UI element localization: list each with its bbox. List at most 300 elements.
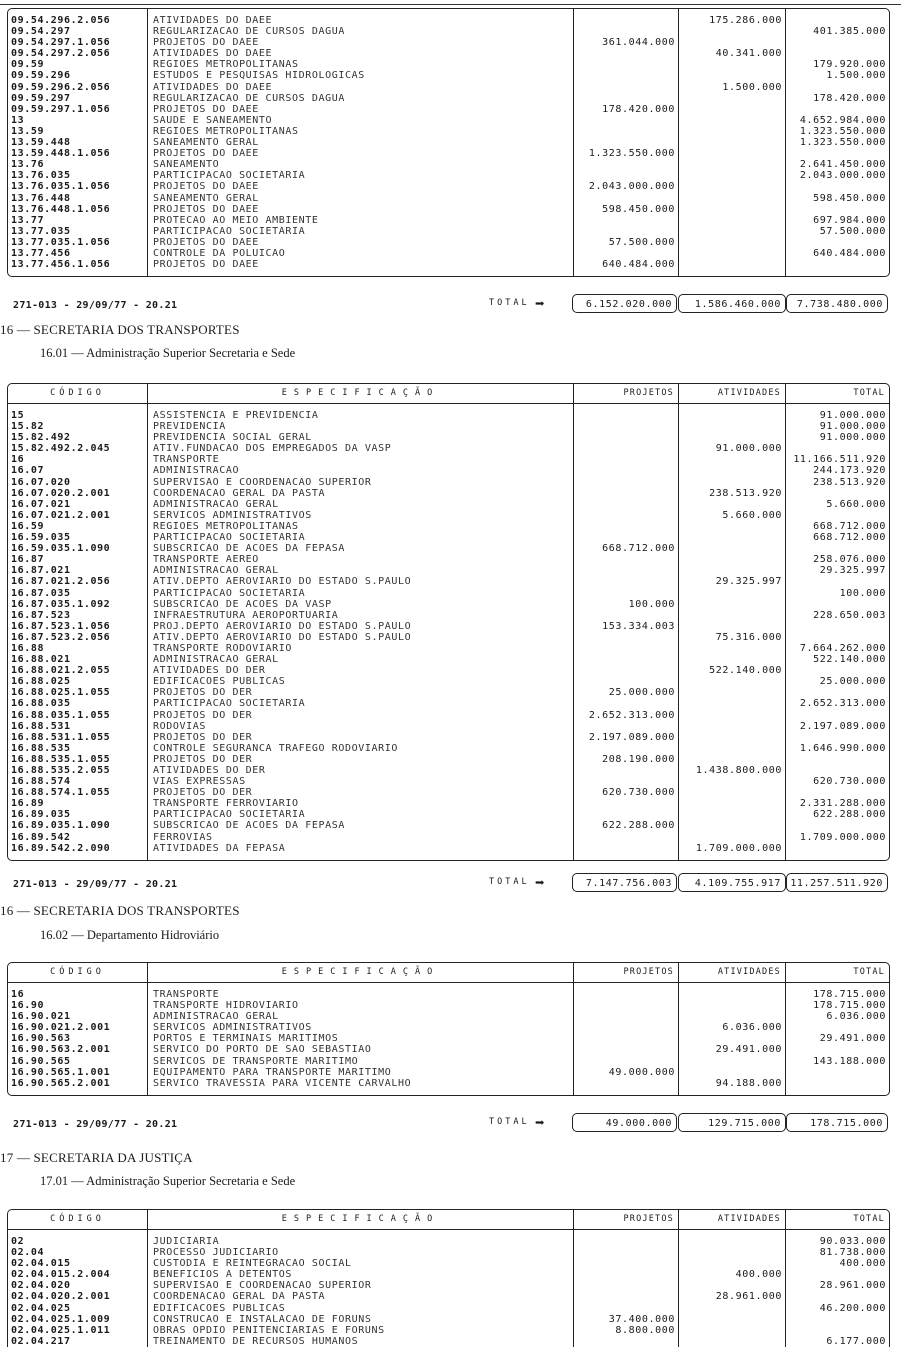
total-cell: 178.715.000 bbox=[813, 989, 886, 1000]
specification-cell: FERROVIAS bbox=[148, 832, 574, 843]
atividades-cell bbox=[679, 454, 786, 465]
specification-cell: PARTICIPACAO SOCIETARIA bbox=[148, 588, 574, 599]
header-total: TOTAL bbox=[786, 384, 889, 404]
atividades-cell bbox=[679, 588, 786, 599]
projetos-cell: 57.500.000 bbox=[574, 237, 679, 248]
table-row bbox=[8, 465, 889, 476]
atividades-cell bbox=[679, 432, 786, 443]
projetos-cell bbox=[574, 510, 679, 521]
code-cell: 16.89.542.2.090 bbox=[8, 843, 148, 854]
atividades-cell: 28.961.000 bbox=[679, 1291, 786, 1302]
total-cell bbox=[786, 1314, 889, 1325]
arrow-right-icon: ➡ bbox=[535, 294, 545, 313]
specification-cell: PARTICIPACAO SOCIETARIA bbox=[148, 226, 574, 237]
table-row bbox=[8, 1078, 889, 1089]
table-header-row bbox=[8, 384, 889, 404]
specification-cell: PROJETOS DO DAEE bbox=[148, 37, 574, 48]
table-row bbox=[8, 248, 889, 259]
specification-cell: OBRAS OPDIO PENITENCIARIAS E FORUNS bbox=[148, 1325, 574, 1336]
budget-table-17-01 bbox=[7, 1209, 890, 1347]
table-row bbox=[8, 665, 889, 676]
specification-cell: PROJETOS DO DAEE bbox=[148, 237, 574, 248]
specification-cell: PARTICIPACAO SOCIETARIA bbox=[148, 698, 574, 709]
table-row bbox=[8, 1314, 889, 1325]
atividades-cell bbox=[679, 565, 786, 576]
total-geral: 7.738.480.000 bbox=[786, 294, 888, 313]
total-cell: 238.513.920 bbox=[813, 476, 886, 488]
column-gap bbox=[148, 270, 574, 276]
specification-cell: ESTUDOS E PESQUISAS HIDROLOGICAS bbox=[148, 70, 574, 81]
table-row bbox=[8, 237, 889, 248]
code-cell: 16.88.574 bbox=[8, 776, 148, 787]
projetos-cell bbox=[574, 632, 679, 643]
projetos-cell bbox=[574, 1269, 679, 1280]
atividades-cell bbox=[679, 181, 786, 192]
projetos-cell: 178.420.000 bbox=[574, 104, 679, 115]
code-cell: 16.89 bbox=[8, 798, 148, 809]
table-row bbox=[8, 1325, 889, 1336]
header-atividades: ATIVIDADES bbox=[679, 1210, 786, 1230]
column-gap bbox=[148, 1089, 574, 1095]
projetos-cell bbox=[574, 1291, 679, 1302]
atividades-cell bbox=[679, 104, 786, 115]
atividades-cell bbox=[679, 170, 786, 181]
atividades-cell: 1.500.000 bbox=[679, 82, 786, 93]
specification-cell: ATIVIDADES DO DAEE bbox=[148, 82, 574, 93]
code-cell: 15.82.492 bbox=[8, 432, 148, 443]
table-row bbox=[8, 654, 889, 665]
specification-cell: VIAS EXPRESSAS bbox=[148, 776, 574, 787]
table-row bbox=[8, 181, 889, 192]
column-gap bbox=[574, 854, 679, 860]
total-cell: 81.738.000 bbox=[819, 1247, 886, 1259]
code-cell: 16.59 bbox=[8, 521, 148, 532]
code-cell: 13.76.448 bbox=[8, 193, 148, 204]
header-especificacao: ESPECIFICAÇÃO bbox=[148, 1210, 574, 1230]
specification-cell: TRANSPORTE RODOVIARIO bbox=[148, 643, 574, 654]
atividades-cell bbox=[679, 1325, 786, 1336]
total-cell bbox=[786, 104, 889, 115]
table-footer bbox=[7, 294, 888, 316]
table-row bbox=[8, 989, 889, 1000]
total-cell: 1.323.550.000 bbox=[799, 125, 886, 137]
code-cell: 02 bbox=[8, 1236, 148, 1247]
table-row bbox=[8, 621, 889, 632]
code-cell: 13.76 bbox=[8, 159, 148, 170]
specification-cell: PROJETOS DO DER bbox=[148, 754, 574, 765]
code-cell: 16.87 bbox=[8, 554, 148, 565]
code-cell: 16.90 bbox=[8, 1000, 148, 1011]
specification-cell: PROJETOS DO DER bbox=[148, 732, 574, 743]
code-cell: 16.89.035.1.090 bbox=[8, 820, 148, 831]
projetos-cell bbox=[574, 465, 679, 476]
code-cell: 13.76.448.1.056 bbox=[8, 204, 148, 215]
table-row bbox=[8, 521, 889, 532]
atividades-cell bbox=[679, 421, 786, 432]
specification-cell: PREVIDENCIA SOCIAL GERAL bbox=[148, 432, 574, 443]
table-row bbox=[8, 259, 889, 270]
projetos-cell: 1.323.550.000 bbox=[574, 148, 679, 159]
total-cell: 179.920.000 bbox=[813, 59, 886, 71]
atividades-cell bbox=[679, 832, 786, 843]
code-cell: 16.88 bbox=[8, 643, 148, 654]
atividades-cell bbox=[679, 543, 786, 554]
specification-cell: ADMINISTRACAO GERAL bbox=[148, 565, 574, 576]
table-row bbox=[8, 798, 889, 809]
atividades-cell bbox=[679, 126, 786, 137]
atividades-cell: 522.140.000 bbox=[679, 665, 786, 676]
atividades-cell bbox=[679, 226, 786, 237]
table-row bbox=[8, 809, 889, 820]
code-cell: 16.88.574.1.055 bbox=[8, 787, 148, 798]
table-spacer bbox=[8, 854, 889, 860]
table-row bbox=[8, 532, 889, 543]
total-cell: 668.712.000 bbox=[813, 520, 886, 532]
specification-cell: ATIVIDADES DO DER bbox=[148, 665, 574, 676]
table-row bbox=[8, 510, 889, 521]
atividades-cell bbox=[679, 1303, 786, 1314]
projetos-cell bbox=[574, 454, 679, 465]
atividades-cell bbox=[679, 676, 786, 687]
specification-cell: SUPERVISAO E COORDENACAO SUPERIOR bbox=[148, 1280, 574, 1291]
code-cell: 09.54.297.2.056 bbox=[8, 48, 148, 59]
atividades-cell bbox=[679, 820, 786, 831]
column-gap bbox=[574, 1089, 679, 1095]
specification-cell: PROJETOS DO DER bbox=[148, 787, 574, 798]
table-row bbox=[8, 554, 889, 565]
projetos-cell bbox=[574, 115, 679, 126]
projetos-cell: 208.190.000 bbox=[574, 754, 679, 765]
projetos-cell: 622.288.000 bbox=[574, 820, 679, 831]
code-cell: 16.90.563 bbox=[8, 1033, 148, 1044]
code-cell: 16.90.565.1.001 bbox=[8, 1067, 148, 1078]
total-cell: 401.385.000 bbox=[813, 26, 886, 38]
code-cell: 16.87.523 bbox=[8, 610, 148, 621]
specification-cell: COORDENACAO GERAL DA PASTA bbox=[148, 488, 574, 499]
code-cell: 16.88.535.1.055 bbox=[8, 754, 148, 765]
table-row bbox=[8, 93, 889, 104]
atividades-cell: 1.709.000.000 bbox=[679, 843, 786, 854]
specification-cell: SERVICO DO PORTO DE SAO SEBASTIAO bbox=[148, 1044, 574, 1055]
total-atividades: 1.586.460.000 bbox=[678, 294, 786, 313]
total-cell: 697.984.000 bbox=[813, 214, 886, 226]
total-cell: 2.641.450.000 bbox=[799, 159, 886, 171]
projetos-cell bbox=[574, 654, 679, 665]
column-gap bbox=[8, 1089, 148, 1095]
table-row bbox=[8, 1303, 889, 1314]
table-row bbox=[8, 115, 889, 126]
table-row bbox=[8, 1056, 889, 1067]
projetos-cell bbox=[574, 1258, 679, 1269]
code-cell: 13.59.448.1.056 bbox=[8, 148, 148, 159]
projetos-cell bbox=[574, 126, 679, 137]
total-cell: 11.166.511.920 bbox=[793, 454, 886, 466]
atividades-cell bbox=[679, 37, 786, 48]
specification-cell: REGIOES METROPOLITANAS bbox=[148, 521, 574, 532]
code-cell: 16.88.531.1.055 bbox=[8, 732, 148, 743]
projetos-cell bbox=[574, 565, 679, 576]
specification-cell: SUBSCRICAO DE ACOES DA VASP bbox=[148, 599, 574, 610]
table-row bbox=[8, 787, 889, 798]
projetos-cell bbox=[574, 676, 679, 687]
atividades-cell bbox=[679, 532, 786, 543]
projetos-cell bbox=[574, 1336, 679, 1347]
table-row bbox=[8, 543, 889, 554]
specification-cell: REGULARIZACAO DE CURSOS DAGUA bbox=[148, 26, 574, 37]
atividades-cell bbox=[679, 787, 786, 798]
header-especificacao: ESPECIFICAÇÃO bbox=[148, 963, 574, 983]
projetos-cell bbox=[574, 1000, 679, 1011]
atividades-cell bbox=[679, 654, 786, 665]
table-row bbox=[8, 170, 889, 181]
atividades-cell bbox=[679, 1314, 786, 1325]
total-cell bbox=[786, 665, 889, 676]
projetos-cell bbox=[574, 532, 679, 543]
specification-cell: ATIV.FUNDACAO DOS EMPREGADOS DA VASP bbox=[148, 443, 574, 454]
code-cell: 09.59 bbox=[8, 59, 148, 70]
section-heading: 16 — SECRETARIA DOS TRANSPORTES bbox=[0, 903, 240, 918]
atividades-cell bbox=[679, 687, 786, 698]
projetos-cell bbox=[574, 1011, 679, 1022]
total-cell: 178.715.000 bbox=[813, 1000, 886, 1012]
projetos-cell bbox=[574, 665, 679, 676]
atividades-cell bbox=[679, 148, 786, 159]
specification-cell: PROJETOS DO DAEE bbox=[148, 148, 574, 159]
atividades-cell bbox=[679, 70, 786, 81]
total-cell: 1.646.990.000 bbox=[799, 742, 886, 754]
atividades-cell bbox=[679, 721, 786, 732]
total-cell: 1.709.000.000 bbox=[799, 831, 886, 843]
table-row bbox=[8, 1033, 889, 1044]
code-cell: 15 bbox=[8, 410, 148, 421]
table-row bbox=[8, 710, 889, 721]
projetos-cell bbox=[574, 1056, 679, 1067]
total-cell: 57.500.000 bbox=[819, 225, 886, 237]
section-heading: 17 — SECRETARIA DA JUSTIÇA bbox=[0, 1150, 193, 1165]
budget-table-16-02 bbox=[7, 962, 890, 1096]
table-header-row bbox=[8, 963, 889, 983]
specification-cell: JUDICIARIA bbox=[148, 1236, 574, 1247]
atividades-cell bbox=[679, 1280, 786, 1291]
projetos-cell: 49.000.000 bbox=[574, 1067, 679, 1078]
header-codigo: CÓDIGO bbox=[8, 384, 148, 404]
atividades-cell bbox=[679, 477, 786, 488]
code-cell: 16.88.035 bbox=[8, 698, 148, 709]
projetos-cell bbox=[574, 1280, 679, 1291]
total-cell bbox=[786, 1291, 889, 1302]
total-cell: 91.000.000 bbox=[819, 432, 886, 444]
total-cell bbox=[786, 621, 889, 632]
projetos-cell bbox=[574, 1303, 679, 1314]
projetos-cell: 8.800.000 bbox=[574, 1325, 679, 1336]
atividades-cell: 5.660.000 bbox=[679, 510, 786, 521]
specification-cell: TREINAMENTO DE RECURSOS HUMANOS bbox=[148, 1336, 574, 1347]
projetos-cell bbox=[574, 1078, 679, 1089]
projetos-cell bbox=[574, 93, 679, 104]
code-cell: 16.87.523.1.056 bbox=[8, 621, 148, 632]
code-cell: 02.04.217 bbox=[8, 1336, 148, 1347]
code-cell: 16.07.021 bbox=[8, 499, 148, 510]
code-cell: 16.90.565.2.001 bbox=[8, 1078, 148, 1089]
specification-cell: ADMINISTRACAO GERAL bbox=[148, 654, 574, 665]
total-label: TOTAL bbox=[489, 298, 530, 308]
projetos-cell: 640.484.000 bbox=[574, 259, 679, 270]
atividades-cell bbox=[679, 137, 786, 148]
header-atividades: ATIVIDADES bbox=[679, 384, 786, 404]
header-codigo: CÓDIGO bbox=[8, 1210, 148, 1230]
specification-cell: PARTICIPACAO SOCIETARIA bbox=[148, 809, 574, 820]
table-row bbox=[8, 765, 889, 776]
table-row bbox=[8, 632, 889, 643]
total-cell: 258.076.000 bbox=[813, 554, 886, 566]
atividades-cell: 91.000.000 bbox=[679, 443, 786, 454]
total-cell: 178.420.000 bbox=[813, 92, 886, 104]
specification-cell: PROJETOS DO DAEE bbox=[148, 204, 574, 215]
specification-cell: PARTICIPACAO SOCIETARIA bbox=[148, 532, 574, 543]
table-row bbox=[8, 454, 889, 465]
code-cell: 02.04.015 bbox=[8, 1258, 148, 1269]
section-heading: 16 — SECRETARIA DOS TRANSPORTES bbox=[0, 322, 240, 337]
table-row bbox=[8, 1269, 889, 1280]
total-cell bbox=[786, 82, 889, 93]
table-row bbox=[8, 776, 889, 787]
projetos-cell bbox=[574, 26, 679, 37]
code-cell: 09.54.297.1.056 bbox=[8, 37, 148, 48]
projetos-cell bbox=[574, 643, 679, 654]
total-cell: 46.200.000 bbox=[819, 1302, 886, 1314]
projetos-cell bbox=[574, 832, 679, 843]
total-cell bbox=[786, 488, 889, 499]
projetos-cell bbox=[574, 610, 679, 621]
specification-cell: TRANSPORTE bbox=[148, 454, 574, 465]
code-cell: 16.87.035.1.092 bbox=[8, 599, 148, 610]
code-cell: 13.77.456.1.056 bbox=[8, 259, 148, 270]
projetos-cell bbox=[574, 193, 679, 204]
header-projetos: PROJETOS bbox=[574, 963, 679, 983]
atividades-cell bbox=[679, 204, 786, 215]
atividades-cell bbox=[679, 610, 786, 621]
projetos-cell bbox=[574, 776, 679, 787]
specification-cell: ASSISTENCIA E PREVIDENCIA bbox=[148, 410, 574, 421]
specification-cell: SUBSCRICAO DE ACOES DA FEPASA bbox=[148, 543, 574, 554]
table-row bbox=[8, 1291, 889, 1302]
code-cell: 09.59.296 bbox=[8, 70, 148, 81]
atividades-cell bbox=[679, 259, 786, 270]
table-row bbox=[8, 820, 889, 831]
code-cell: 16.07.021.2.001 bbox=[8, 510, 148, 521]
header-total: TOTAL bbox=[786, 963, 889, 983]
table-row bbox=[8, 832, 889, 843]
projetos-cell bbox=[574, 1022, 679, 1033]
total-cell: 2.197.089.000 bbox=[799, 720, 886, 732]
table-row bbox=[8, 743, 889, 754]
total-cell: 4.652.984.000 bbox=[799, 114, 886, 126]
atividades-cell bbox=[679, 93, 786, 104]
projetos-cell bbox=[574, 989, 679, 1000]
total-cell: 1.323.550.000 bbox=[799, 137, 886, 149]
print-stamp: 271-013 - 29/09/77 - 20.21 bbox=[13, 300, 178, 311]
specification-cell: CONTROLE DA POLUICAO bbox=[148, 248, 574, 259]
code-cell: 02.04.015.2.004 bbox=[8, 1269, 148, 1280]
atividades-cell bbox=[679, 1236, 786, 1247]
atividades-cell bbox=[679, 776, 786, 787]
specification-cell: EDIFICACOES PUBLICAS bbox=[148, 1303, 574, 1314]
specification-cell: SUPERVISAO E COORDENACAO SUPERIOR bbox=[148, 477, 574, 488]
specification-cell: ATIVIDADES DO DAEE bbox=[148, 15, 574, 26]
specification-cell: PROJETOS DO DAEE bbox=[148, 104, 574, 115]
total-cell: 2.652.313.000 bbox=[799, 698, 886, 710]
total-cell: 143.188.000 bbox=[813, 1055, 886, 1067]
atividades-cell bbox=[679, 521, 786, 532]
code-cell: 13.77.456 bbox=[8, 248, 148, 259]
specification-cell: REGULARIZACAO DE CURSOS DAGUA bbox=[148, 93, 574, 104]
table-spacer bbox=[8, 1089, 889, 1095]
total-cell bbox=[786, 765, 889, 776]
specification-cell: ATIVIDADES DO DAEE bbox=[148, 48, 574, 59]
specification-cell: ADMINISTRACAO GERAL bbox=[148, 1011, 574, 1022]
specification-cell: PROJ.DEPTO AEROVIARIO DO ESTADO S.PAULO bbox=[148, 621, 574, 632]
atividades-cell: 29.325.997 bbox=[679, 576, 786, 587]
total-projetos: 6.152.020.000 bbox=[572, 294, 677, 313]
atividades-cell bbox=[679, 754, 786, 765]
specification-cell: COORDENACAO GERAL DA PASTA bbox=[148, 1291, 574, 1302]
specification-cell: SANEAMENTO bbox=[148, 159, 574, 170]
total-cell bbox=[786, 820, 889, 831]
table-footer bbox=[7, 873, 888, 895]
code-cell: 16.88.025 bbox=[8, 676, 148, 687]
specification-cell: PROJETOS DO DER bbox=[148, 687, 574, 698]
column-gap bbox=[786, 270, 889, 276]
specification-cell: PROCESSO JUDICIARIO bbox=[148, 1247, 574, 1258]
specification-cell: REGIOES METROPOLITANAS bbox=[148, 59, 574, 70]
projetos-cell bbox=[574, 432, 679, 443]
atividades-cell: 75.316.000 bbox=[679, 632, 786, 643]
code-cell: 16.88.025.1.055 bbox=[8, 687, 148, 698]
total-cell bbox=[786, 543, 889, 554]
code-cell: 15.82.492.2.045 bbox=[8, 443, 148, 454]
header-codigo: CÓDIGO bbox=[8, 963, 148, 983]
projetos-cell bbox=[574, 226, 679, 237]
table-row bbox=[8, 26, 889, 37]
code-cell: 09.59.297 bbox=[8, 93, 148, 104]
table-row bbox=[8, 643, 889, 654]
column-gap bbox=[679, 270, 786, 276]
projetos-cell bbox=[574, 159, 679, 170]
total-cell: 28.961.000 bbox=[819, 1280, 886, 1292]
total-cell: 6.177.000 bbox=[826, 1335, 886, 1347]
total-cell bbox=[786, 37, 889, 48]
code-cell: 16 bbox=[8, 989, 148, 1000]
table-row bbox=[8, 159, 889, 170]
specification-cell: TRANSPORTE FERROVIARIO bbox=[148, 798, 574, 809]
table-row bbox=[8, 104, 889, 115]
table-row bbox=[8, 443, 889, 454]
specification-cell: ATIV.DEPTO AEROVIARIO DO ESTADO S.PAULO bbox=[148, 576, 574, 587]
specification-cell: ADMINISTRACAO GERAL bbox=[148, 499, 574, 510]
code-cell: 09.59.296.2.056 bbox=[8, 82, 148, 93]
total-cell bbox=[786, 1044, 889, 1055]
total-cell: 620.730.000 bbox=[813, 776, 886, 788]
code-cell: 16.59.035.1.090 bbox=[8, 543, 148, 554]
total-atividades: 129.715.000 bbox=[678, 1113, 786, 1132]
atividades-cell bbox=[679, 1247, 786, 1258]
total-geral: 178.715.000 bbox=[786, 1113, 888, 1132]
code-cell: 13.76.035 bbox=[8, 170, 148, 181]
atividades-cell: 94.188.000 bbox=[679, 1078, 786, 1089]
subsection-heading: 17.01 — Administração Superior Secretaria e Sede bbox=[40, 1174, 296, 1188]
table-row bbox=[8, 565, 889, 576]
table-row bbox=[8, 1336, 889, 1347]
